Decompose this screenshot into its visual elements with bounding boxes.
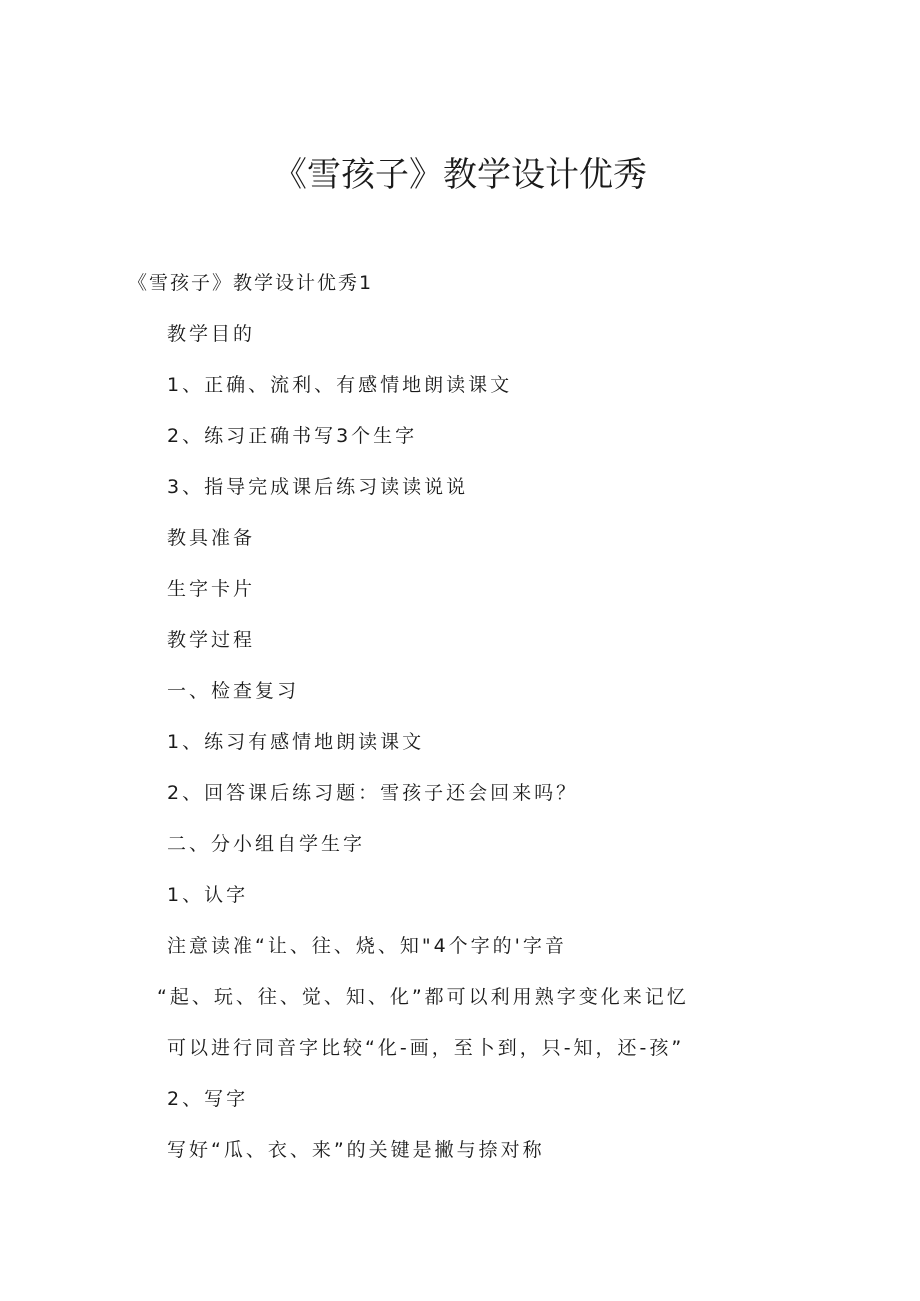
body-line: 1、认字 bbox=[167, 884, 249, 906]
document-title: 《雪孩子》教学设计优秀 bbox=[273, 155, 647, 195]
body-line: 写好“瓜、衣、来”的关键是撇与捺对称 bbox=[167, 1139, 545, 1161]
body-line: 2、回答课后练习题：雪孩子还会回来吗？ bbox=[167, 782, 579, 804]
body-line: “起、玩、往、觉、知、化”都可以利用熟字变化来记忆 bbox=[157, 986, 689, 1008]
body-line: 1、练习有感情地朗读课文 bbox=[167, 731, 425, 753]
body-line: 2、练习正确书写3个生字 bbox=[167, 425, 418, 447]
section-heading: 《雪孩子》教学设计优秀1 bbox=[128, 272, 374, 294]
body-line: 一、检查复习 bbox=[167, 680, 300, 702]
body-line: 教学过程 bbox=[167, 629, 256, 651]
body-line: 教学目的 bbox=[167, 323, 256, 345]
body-line: 二、分小组自学生字 bbox=[167, 833, 366, 855]
body-line: 教具准备 bbox=[167, 527, 256, 549]
body-line: 生字卡片 bbox=[167, 578, 256, 600]
body-line: 注意读准“让、往、烧、知"4个字的'字音 bbox=[167, 935, 567, 957]
body-line: 1、正确、流利、有感情地朗读课文 bbox=[167, 374, 513, 396]
body-line: 3、指导完成课后练习读读说说 bbox=[167, 476, 469, 498]
body-line: 2、写字 bbox=[167, 1088, 249, 1110]
document-body bbox=[157, 319, 689, 1186]
body-line: 可以进行同音字比较“化-画，至卜到，只-知，还-孩” bbox=[167, 1037, 685, 1059]
